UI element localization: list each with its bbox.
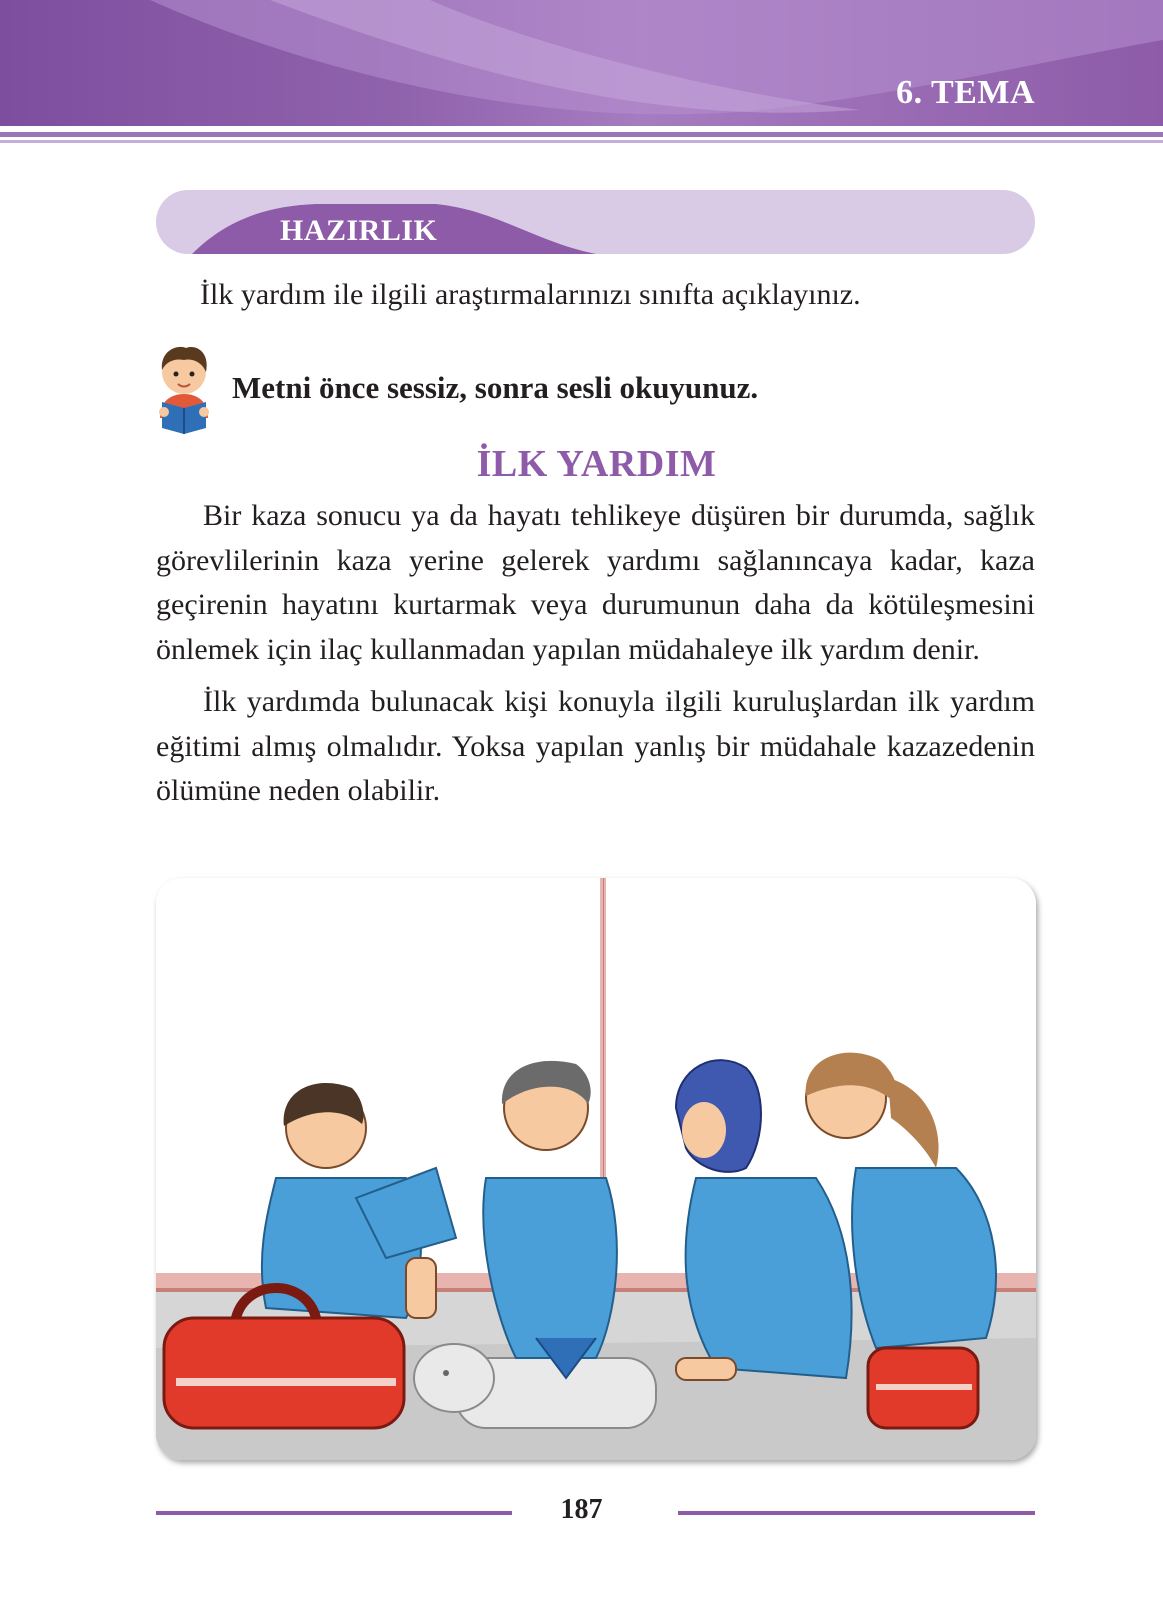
article-title: İLK YARDIM bbox=[476, 443, 717, 485]
article-body bbox=[156, 494, 1035, 822]
article-paragraph: Bir kaza sonucu ya da hayatı tehlikeye düşüren bir durumda, sağlık görevlilerinin kaza yerine gelerek yardımı sağlanıncaya kadar, kaza geçirenin hayatını kurtarmak veya durumunun daha da kötüleşmesini önlemek için ilaç kullanmadan yapılan müdahaleye ilk yardım denir. bbox=[156, 499, 1035, 666]
page-number: 187 bbox=[560, 1494, 603, 1525]
preparation-label: HAZIRLIK bbox=[280, 214, 438, 247]
preparation-text: İlk yardım ile ilgili araştırmalarınızı sınıfta açıklayınız. bbox=[200, 278, 861, 311]
reading-child-icon bbox=[152, 342, 216, 434]
first-aid-illustration bbox=[156, 878, 1036, 1460]
page-header bbox=[0, 0, 1163, 150]
red-first-aid-bag-small bbox=[868, 1348, 978, 1428]
reading-instruction: Metni önce sessiz, sonra sesli okuyunuz. bbox=[232, 370, 759, 405]
theme-label: 6. TEMA bbox=[896, 74, 1035, 111]
article-paragraph: İlk yardımda bulunacak kişi konuyla ilgili kuruluşlardan ilk yardım eğitimi almış olmalıdır. Yoksa yapılan yanlış bir müdahale kazazedenin ölümüne neden olabilir. bbox=[156, 685, 1035, 807]
